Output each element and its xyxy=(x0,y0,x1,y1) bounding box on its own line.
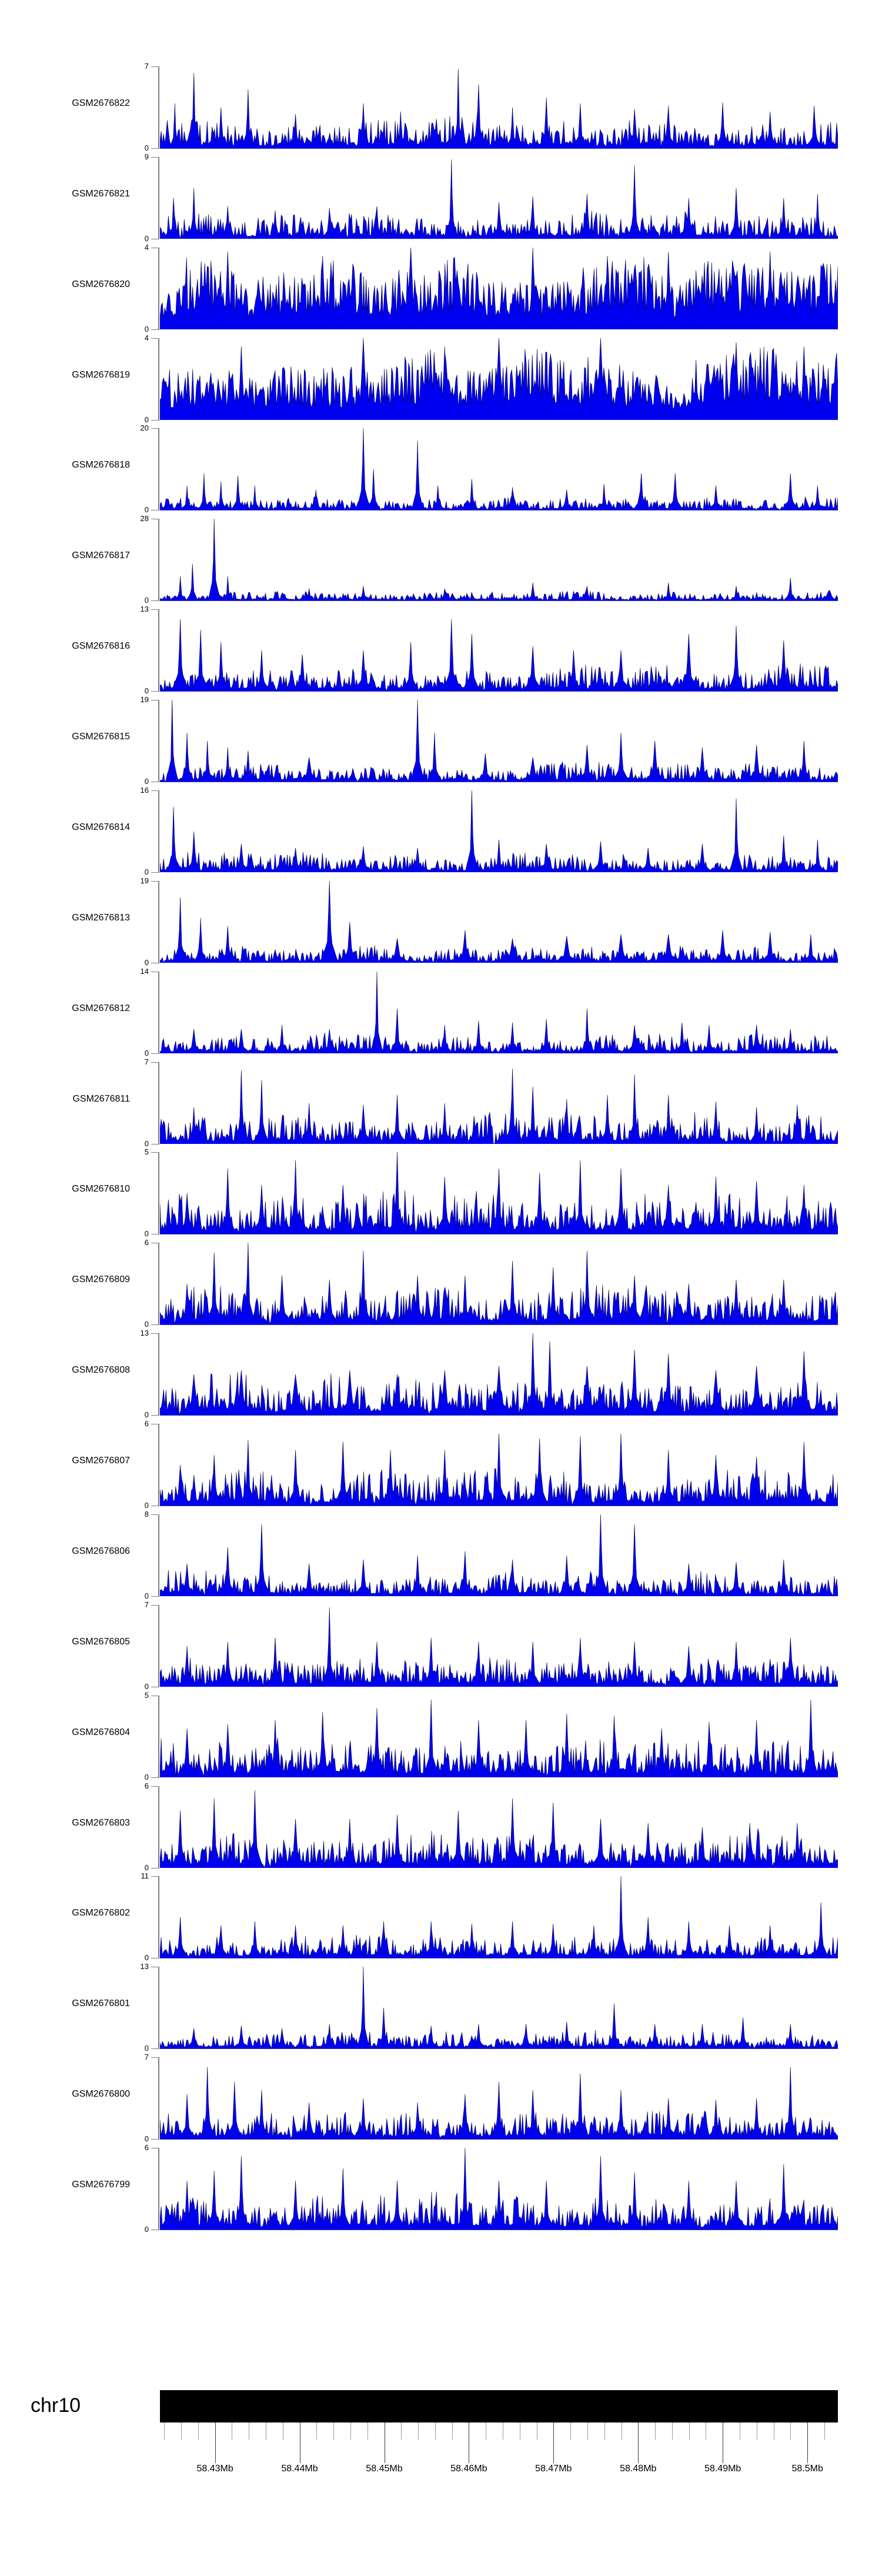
track-sample-label: GSM2676806 xyxy=(72,1546,130,1556)
track-ymin-label: 0 xyxy=(144,777,149,786)
y-axis-line xyxy=(158,428,159,510)
chromosome-ideogram xyxy=(160,2390,838,2422)
ruler-minor-tick xyxy=(198,2422,199,2440)
coverage-path xyxy=(160,2067,838,2140)
y-axis-zero-tick xyxy=(151,1324,159,1325)
track-ymin-label: 0 xyxy=(144,2044,149,2053)
track-sample-label: GSM2676810 xyxy=(72,1184,130,1194)
y-axis-line xyxy=(158,2148,159,2230)
ruler-tick-label: 58.48Mb xyxy=(620,2464,657,2474)
track-ymax-label: 6 xyxy=(144,1419,149,1429)
signal-area-GSM2676799 xyxy=(160,2148,838,2230)
signal-area-GSM2676811 xyxy=(160,1062,838,1144)
y-axis-line xyxy=(158,519,159,601)
track-ymax-label: 4 xyxy=(144,333,149,342)
track-sample-label: GSM2676818 xyxy=(72,460,130,471)
ruler-minor-tick xyxy=(435,2422,436,2440)
track-row xyxy=(0,2143,882,2238)
signal-area-GSM2676810 xyxy=(160,1152,838,1234)
ruler-tick-label: 58.49Mb xyxy=(704,2464,741,2474)
coverage-path xyxy=(160,1434,838,1506)
track-sample-label: GSM2676799 xyxy=(72,2180,130,2190)
coverage-path xyxy=(160,248,838,330)
signal-area-GSM2676809 xyxy=(160,1243,838,1325)
track-sample-label: GSM2676821 xyxy=(72,188,130,199)
track-row xyxy=(0,1419,882,1514)
track-ymin-label: 0 xyxy=(144,1863,149,1872)
coverage-path xyxy=(160,881,838,963)
ruler-minor-tick xyxy=(418,2422,419,2440)
track-row xyxy=(0,242,882,338)
track-ymin-label: 0 xyxy=(144,686,149,696)
track-sample-label: GSM2676822 xyxy=(72,98,130,108)
track-ymax-label: 7 xyxy=(144,62,149,71)
coverage-path xyxy=(160,428,838,510)
track-ymin-label: 0 xyxy=(144,1501,149,1510)
coverage-path xyxy=(160,1069,838,1144)
y-axis-top-tick xyxy=(151,2057,159,2058)
track-ymax-label: 13 xyxy=(140,1329,149,1338)
y-axis-zero-tick xyxy=(151,1777,159,1778)
ruler-minor-tick xyxy=(350,2422,351,2440)
ruler-minor-tick xyxy=(333,2422,334,2440)
y-axis-line xyxy=(158,1514,159,1597)
y-axis-top-tick xyxy=(151,1062,159,1063)
coverage-path xyxy=(160,2148,838,2230)
track-row xyxy=(0,1238,882,1333)
y-axis-line xyxy=(158,157,159,239)
track-sample-label: GSM2676807 xyxy=(72,1456,130,1466)
track-ymax-label: 7 xyxy=(144,1057,149,1066)
track-ymin-label: 0 xyxy=(144,233,149,243)
track-ymin-label: 0 xyxy=(144,1772,149,1781)
ruler-tick-label: 58.5Mb xyxy=(791,2464,823,2474)
signal-area-GSM2676800 xyxy=(160,2057,838,2140)
y-axis-line xyxy=(158,1424,159,1506)
track-sample-label: GSM2676803 xyxy=(72,1817,130,1828)
signal-area-GSM2676814 xyxy=(160,790,838,873)
signal-area-GSM2676803 xyxy=(160,1786,838,1868)
y-axis-line xyxy=(158,248,159,330)
y-axis-zero-tick xyxy=(151,872,159,873)
y-axis-top-tick xyxy=(151,881,159,882)
ruler-major-tick xyxy=(215,2422,216,2463)
y-axis-top-tick xyxy=(151,1333,159,1334)
y-axis-top-tick xyxy=(151,1876,159,1877)
track-sample-label: GSM2676813 xyxy=(72,912,130,923)
signal-area-GSM2676822 xyxy=(160,66,838,149)
track-sample-label: GSM2676804 xyxy=(72,1727,130,1737)
y-axis-line xyxy=(158,700,159,782)
track-sample-label: GSM2676812 xyxy=(72,1003,130,1013)
ruler-minor-tick xyxy=(401,2422,402,2440)
y-axis-line xyxy=(158,1243,159,1325)
y-axis-zero-tick xyxy=(151,600,159,601)
coverage-path xyxy=(160,1514,838,1597)
ruler-tick-label: 58.43Mb xyxy=(196,2464,233,2474)
signal-area-GSM2676804 xyxy=(160,1696,838,1778)
signal-area-GSM2676807 xyxy=(160,1424,838,1506)
coverage-path xyxy=(160,790,838,873)
ruler-minor-tick xyxy=(672,2422,673,2440)
signal-area-GSM2676806 xyxy=(160,1514,838,1597)
y-axis-top-tick xyxy=(151,66,159,67)
track-sample-label: GSM2676816 xyxy=(72,641,130,652)
ruler-minor-tick xyxy=(655,2422,656,2440)
track-ymin-label: 0 xyxy=(144,2225,149,2234)
track-ymin-label: 0 xyxy=(144,1139,149,1148)
y-axis-line xyxy=(158,338,159,421)
track-ymax-label: 19 xyxy=(140,876,149,885)
coverage-path xyxy=(160,1607,838,1687)
track-ymax-label: 5 xyxy=(144,1147,149,1157)
ruler-minor-tick xyxy=(316,2422,317,2440)
track-row xyxy=(0,876,882,972)
track-row xyxy=(0,695,882,790)
ruler-minor-tick xyxy=(790,2422,791,2440)
signal-area-GSM2676801 xyxy=(160,1967,838,2049)
track-ymin-label: 0 xyxy=(144,1591,149,1600)
y-axis-top-tick xyxy=(151,1152,159,1153)
y-axis-top-tick xyxy=(151,609,159,610)
track-ymin-label: 0 xyxy=(144,144,149,152)
track-ymin-label: 0 xyxy=(144,957,149,967)
track-sample-label: GSM2676811 xyxy=(72,1093,130,1104)
y-axis-zero-tick xyxy=(151,2139,159,2140)
track-row xyxy=(0,152,882,248)
ruler-minor-tick xyxy=(164,2422,165,2440)
track-row xyxy=(0,785,882,881)
ruler-major-tick xyxy=(638,2422,639,2463)
coverage-path xyxy=(160,159,838,239)
coverage-path xyxy=(160,1243,838,1325)
ruler-minor-tick xyxy=(181,2422,182,2440)
track-sample-label: GSM2676820 xyxy=(72,279,130,289)
signal-area-GSM2676813 xyxy=(160,881,838,963)
track-sample-label: GSM2676809 xyxy=(72,1274,130,1285)
track-ymin-label: 0 xyxy=(144,324,149,333)
track-ymin-label: 0 xyxy=(144,867,149,876)
y-axis-zero-tick xyxy=(151,420,159,421)
track-row xyxy=(0,1057,882,1153)
y-axis-zero-tick xyxy=(151,1415,159,1416)
signal-area-GSM2676815 xyxy=(160,700,838,782)
track-ymin-label: 0 xyxy=(144,1320,149,1329)
signal-area-GSM2676802 xyxy=(160,1876,838,1958)
ruler-tick-label: 58.46Mb xyxy=(450,2464,487,2474)
coverage-path xyxy=(160,1333,838,1416)
signal-area-GSM2676808 xyxy=(160,1333,838,1416)
track-ymax-label: 11 xyxy=(141,1871,149,1881)
track-ymax-label: 14 xyxy=(140,966,149,976)
signal-area-GSM2676812 xyxy=(160,972,838,1054)
y-axis-zero-tick xyxy=(151,2048,159,2049)
ruler-tick-label: 58.44Mb xyxy=(281,2464,318,2474)
track-sample-label: GSM2676819 xyxy=(72,369,130,380)
track-ymin-label: 0 xyxy=(144,2134,149,2144)
ruler-minor-tick xyxy=(452,2422,453,2440)
ruler-major-tick xyxy=(807,2422,808,2463)
coverage-path xyxy=(160,69,838,148)
track-ymin-label: 0 xyxy=(144,1681,149,1691)
y-axis-line xyxy=(158,1333,159,1416)
track-ymin-label: 0 xyxy=(144,1229,149,1239)
track-ymax-label: 5 xyxy=(144,1690,149,1700)
track-ymax-label: 6 xyxy=(144,2143,149,2152)
track-row xyxy=(0,1147,882,1243)
track-ymax-label: 19 xyxy=(140,695,149,705)
coverage-path xyxy=(160,1790,838,1868)
chromosome-name-label: chr10 xyxy=(31,2394,81,2417)
track-ymin-label: 0 xyxy=(144,1048,149,1057)
track-row xyxy=(0,514,882,609)
y-axis-line xyxy=(158,609,159,692)
track-row xyxy=(0,1329,882,1424)
track-ymin-label: 0 xyxy=(144,505,149,515)
y-axis-line xyxy=(158,2057,159,2140)
y-axis-zero-tick xyxy=(151,329,159,330)
track-row xyxy=(0,1690,882,1786)
coverage-path xyxy=(160,700,838,782)
track-row xyxy=(0,423,882,519)
ruler-tick-label: 58.47Mb xyxy=(535,2464,572,2474)
track-row xyxy=(0,1962,882,2057)
ruler-minor-tick xyxy=(604,2422,605,2440)
signal-area-GSM2676821 xyxy=(160,157,838,239)
track-ymax-label: 8 xyxy=(144,1509,149,1519)
y-axis-zero-tick xyxy=(151,148,159,149)
track-ymax-label: 16 xyxy=(140,785,149,795)
coverage-path xyxy=(160,972,838,1054)
track-row xyxy=(0,605,882,700)
y-axis-line xyxy=(158,790,159,873)
track-ymax-label: 6 xyxy=(144,1781,149,1790)
y-axis-line xyxy=(158,1062,159,1144)
y-axis-top-tick xyxy=(151,157,159,158)
ruler-minor-tick xyxy=(587,2422,588,2440)
track-sample-label: GSM2676805 xyxy=(72,1636,130,1647)
signal-area-GSM2676805 xyxy=(160,1605,838,1687)
track-ymax-label: 28 xyxy=(140,514,149,523)
track-sample-label: GSM2676808 xyxy=(72,1365,130,1376)
y-axis-line xyxy=(158,972,159,1054)
coverage-path xyxy=(160,519,838,601)
track-ymax-label: 13 xyxy=(140,1962,149,1971)
ruler-major-tick xyxy=(553,2422,554,2463)
y-axis-top-tick xyxy=(151,790,159,791)
track-ymax-label: 7 xyxy=(144,1600,149,1609)
y-axis-line xyxy=(158,1605,159,1687)
track-sample-label: GSM2676817 xyxy=(72,550,130,561)
track-ymax-label: 7 xyxy=(144,2053,149,2062)
signal-area-GSM2676819 xyxy=(160,338,838,421)
track-row xyxy=(0,1509,882,1605)
signal-area-GSM2676817 xyxy=(160,519,838,601)
coverage-path xyxy=(160,619,838,692)
track-ymin-label: 0 xyxy=(144,1410,149,1420)
y-axis-top-tick xyxy=(151,428,159,429)
signal-area-GSM2676818 xyxy=(160,428,838,510)
track-ymax-label: 6 xyxy=(144,1238,149,1247)
y-axis-line xyxy=(158,1967,159,2049)
y-axis-line xyxy=(158,1152,159,1234)
track-ymax-label: 20 xyxy=(140,423,149,433)
y-axis-line xyxy=(158,66,159,149)
track-row xyxy=(0,1600,882,1696)
ruler-minor-tick xyxy=(824,2422,825,2440)
coverage-path xyxy=(160,1876,838,1958)
y-axis-zero-tick xyxy=(151,691,159,692)
y-axis-top-tick xyxy=(151,1514,159,1515)
track-ymax-label: 13 xyxy=(140,605,149,614)
track-sample-label: GSM2676801 xyxy=(72,1998,130,2009)
y-axis-zero-tick xyxy=(151,1596,159,1597)
track-row xyxy=(0,62,882,157)
coverage-path xyxy=(160,338,838,421)
y-axis-line xyxy=(158,1786,159,1868)
track-row xyxy=(0,1871,882,1967)
signal-area-GSM2676820 xyxy=(160,248,838,330)
y-axis-top-tick xyxy=(151,338,159,339)
ruler-minor-tick xyxy=(570,2422,571,2440)
track-ymin-label: 0 xyxy=(144,1953,149,1963)
y-axis-top-tick xyxy=(151,1605,159,1606)
track-sample-label: GSM2676800 xyxy=(72,2089,130,2100)
track-row xyxy=(0,2053,882,2148)
y-axis-top-tick xyxy=(151,1786,159,1787)
track-row xyxy=(0,966,882,1062)
y-axis-line xyxy=(158,881,159,963)
y-axis-line xyxy=(158,1696,159,1778)
track-ymax-label: 9 xyxy=(144,152,149,161)
track-row xyxy=(0,1781,882,1877)
track-sample-label: GSM2676815 xyxy=(72,732,130,742)
coverage-path xyxy=(160,1967,838,2049)
ruler-minor-tick xyxy=(689,2422,690,2440)
y-axis-line xyxy=(158,1876,159,1958)
y-axis-zero-tick xyxy=(151,1053,159,1054)
coverage-path xyxy=(160,1700,838,1777)
signal-area-GSM2676816 xyxy=(160,609,838,692)
coverage-path xyxy=(160,1152,838,1234)
track-row xyxy=(0,333,882,429)
track-ymin-label: 0 xyxy=(144,415,149,424)
track-sample-label: GSM2676814 xyxy=(72,822,130,832)
track-ymin-label: 0 xyxy=(144,596,149,605)
track-sample-label: GSM2676802 xyxy=(72,1908,130,1918)
track-ymax-label: 4 xyxy=(144,242,149,252)
ruler-tick-label: 58.45Mb xyxy=(366,2464,403,2474)
